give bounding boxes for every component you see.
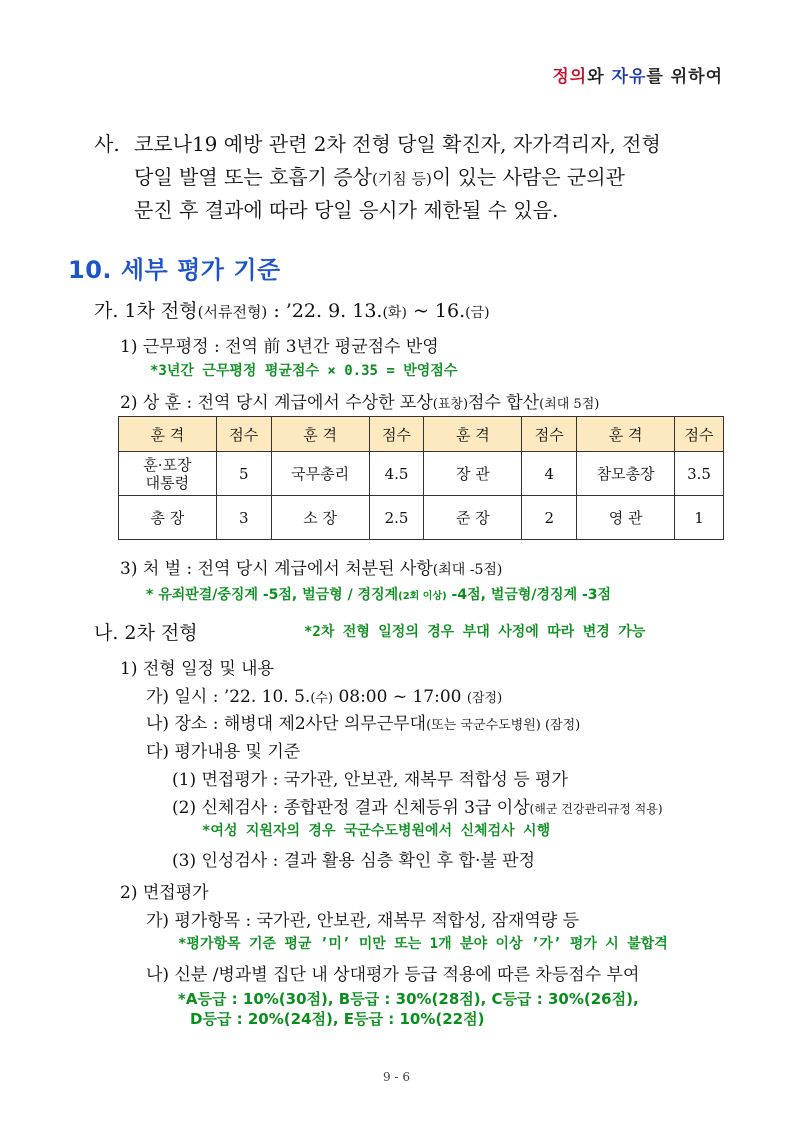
na1-item-a-3: 08:00 ~ 17:00 <box>333 687 467 707</box>
ga-heading-a: 가. 1차 전형 <box>94 300 198 322</box>
header-cell: 훈 격 <box>271 417 369 452</box>
na1-item-c3: (3) 인성검사 : 결과 활용 심층 확인 후 합·불 판정 <box>172 851 536 871</box>
na1-item-a-2: (수) <box>310 691 334 706</box>
na1-title: 1) 전형 일정 및 내용 <box>120 659 275 679</box>
na1-item-a-4: (잠정) <box>466 691 503 706</box>
section-title: 10. 세부 평가 기준 <box>68 256 281 284</box>
ga3-note-b: (2회 이상) <box>398 591 447 602</box>
table-cell: 2 <box>522 496 577 540</box>
table-cell: 3.5 <box>674 452 723 496</box>
ga2-title-b: (표창) <box>432 397 469 412</box>
na2-item-a: 가) 평가항목 : 국가관, 안보관, 재복무 적합성, 잠재역량 등 <box>146 911 580 931</box>
header-cell: 훈 격 <box>119 417 217 452</box>
table-cell: 소 장 <box>271 496 369 540</box>
ga-heading-b: (서류전형) <box>197 303 268 321</box>
motto-part-for: 를 위하여 <box>646 67 723 87</box>
table-cell: 4 <box>522 452 577 496</box>
ga2-title-c: 점수 합산 <box>468 393 540 413</box>
ga1-title: 1) 근무평정 : 전역 前 3년간 평균점수 반영 <box>120 337 439 357</box>
table-cell: 총 장 <box>119 496 217 540</box>
motto-part-and: 와 <box>587 67 612 87</box>
na1-item-c2-b: (해군 건강관리규정 적용) <box>529 802 663 816</box>
na2-item-a-note: *평가항목 기준 평균 ’미’ 미만 또는 1개 분야 이상 ’가’ 평가 시 불합격 <box>178 936 668 952</box>
na1-item-c2 <box>172 793 663 818</box>
table-cell: 1 <box>674 496 723 540</box>
na1-item-a <box>146 682 502 707</box>
na1-item-c1: (1) 면접평가 : 국가관, 안보관, 재복무 적합성 등 평가 <box>172 770 568 790</box>
item-sa-line2-b: (기침 등) <box>371 170 432 188</box>
header-cell: 훈 격 <box>424 417 522 452</box>
ga3-note-c: -4점, 벌금형/경징계 -3점 <box>446 587 612 603</box>
na1-item-c2-a: (2) 신체검사 : 종합판정 결과 신체등위 3급 이상 <box>172 798 530 818</box>
item-sa-line3: 문진 후 결과에 따라 당일 응시가 제한될 수 있음. <box>134 198 559 222</box>
na1-item-b <box>146 709 580 734</box>
table-cell: 국무총리 <box>271 452 369 496</box>
item-sa-line2-a: 당일 발열 또는 호흡기 증상 <box>134 165 372 189</box>
ga3-title-a: 3) 처 벌 : 전역 당시 계급에서 처분된 사항 <box>120 559 433 579</box>
table-cell: 4.5 <box>369 452 424 496</box>
table-cell: 5 <box>216 452 271 496</box>
table-cell: 훈·포장 대통령 <box>119 452 217 496</box>
na1-item-c2-note: *여성 지원자의 경우 국군수도병원에서 신체검사 시행 <box>202 823 551 839</box>
na1-item-b-2: (또는 국군수도병원) (잠정) <box>426 718 581 733</box>
ga-heading-e: ~ 16. <box>406 300 466 322</box>
table-row <box>119 496 724 540</box>
ga-heading <box>94 296 490 323</box>
table-cell: 준 장 <box>424 496 522 540</box>
ga3-note-a: * 유죄판결/중징계 -5점, 벌금형 / 경징계 <box>146 587 399 603</box>
motto-part-justice: 정의 <box>552 67 588 87</box>
table-cell: 영 관 <box>577 496 675 540</box>
table-cell: 3 <box>216 496 271 540</box>
na2-title: 2) 면접평가 <box>120 883 209 903</box>
awards-table-header-row <box>119 417 724 452</box>
na2-item-b-note2: D등급 : 20%(24점), E등급 : 10%(22점) <box>190 1010 485 1028</box>
ga2-title-a: 2) 상 훈 : 전역 당시 계급에서 수상한 포상 <box>120 393 433 413</box>
header-cell: 점수 <box>522 417 577 452</box>
na2-item-b-note1: *A등급 : 10%(30점), B등급 : 30%(28점), C등급 : 30%(26점), <box>178 990 639 1008</box>
ga-heading-f: (금) <box>465 305 490 321</box>
awards-table <box>118 416 724 540</box>
header-cell: 점수 <box>369 417 424 452</box>
na1-item-a-1: 가) 일시 : ’22. 10. 5. <box>146 687 311 707</box>
na-heading: 나. 2차 전형 <box>94 622 198 644</box>
ga3-note <box>146 584 611 604</box>
item-sa-marker: 사. <box>94 132 120 156</box>
table-row <box>119 452 724 496</box>
item-sa-line1: 코로나19 예방 관련 2차 전형 당일 확진자, 자가격리자, 전형 <box>134 132 661 156</box>
header-motto <box>552 62 723 87</box>
ga1-note: *3년간 근무평정 평균점수 × 0.35 = 반영점수 <box>150 363 458 379</box>
ga2-title <box>120 388 599 413</box>
table-cell: 장 관 <box>424 452 522 496</box>
ga3-title-b: (최대 -5점) <box>432 562 503 578</box>
item-sa-line2-c: 이 있는 사람은 군의관 <box>431 165 625 189</box>
item-sa-line2 <box>134 161 625 196</box>
table-cell: 2.5 <box>369 496 424 540</box>
motto-part-freedom: 자유 <box>611 67 647 87</box>
header-cell: 훈 격 <box>577 417 675 452</box>
header-cell: 점수 <box>216 417 271 452</box>
ga-heading-c: : ’22. 9. 13. <box>267 300 383 322</box>
na2-item-b: 나) 신분 /병과별 집단 내 상대평가 등급 적용에 따른 차등점수 부여 <box>146 965 640 985</box>
page-number: 9 - 6 <box>383 1070 410 1084</box>
na1-item-b-1: 나) 장소 : 해병대 제2사단 의무근무대 <box>146 714 427 734</box>
table-cell: 참모총장 <box>577 452 675 496</box>
na-note: *2차 전형 일정의 경우 부대 사정에 따라 변경 가능 <box>304 624 646 640</box>
ga-heading-d: (화) <box>382 305 407 321</box>
na1-item-c: 다) 평가내용 및 기준 <box>146 742 301 762</box>
ga2-title-d: (최대 5점) <box>539 397 600 412</box>
ga3-title <box>120 554 502 579</box>
header-cell: 점수 <box>674 417 723 452</box>
